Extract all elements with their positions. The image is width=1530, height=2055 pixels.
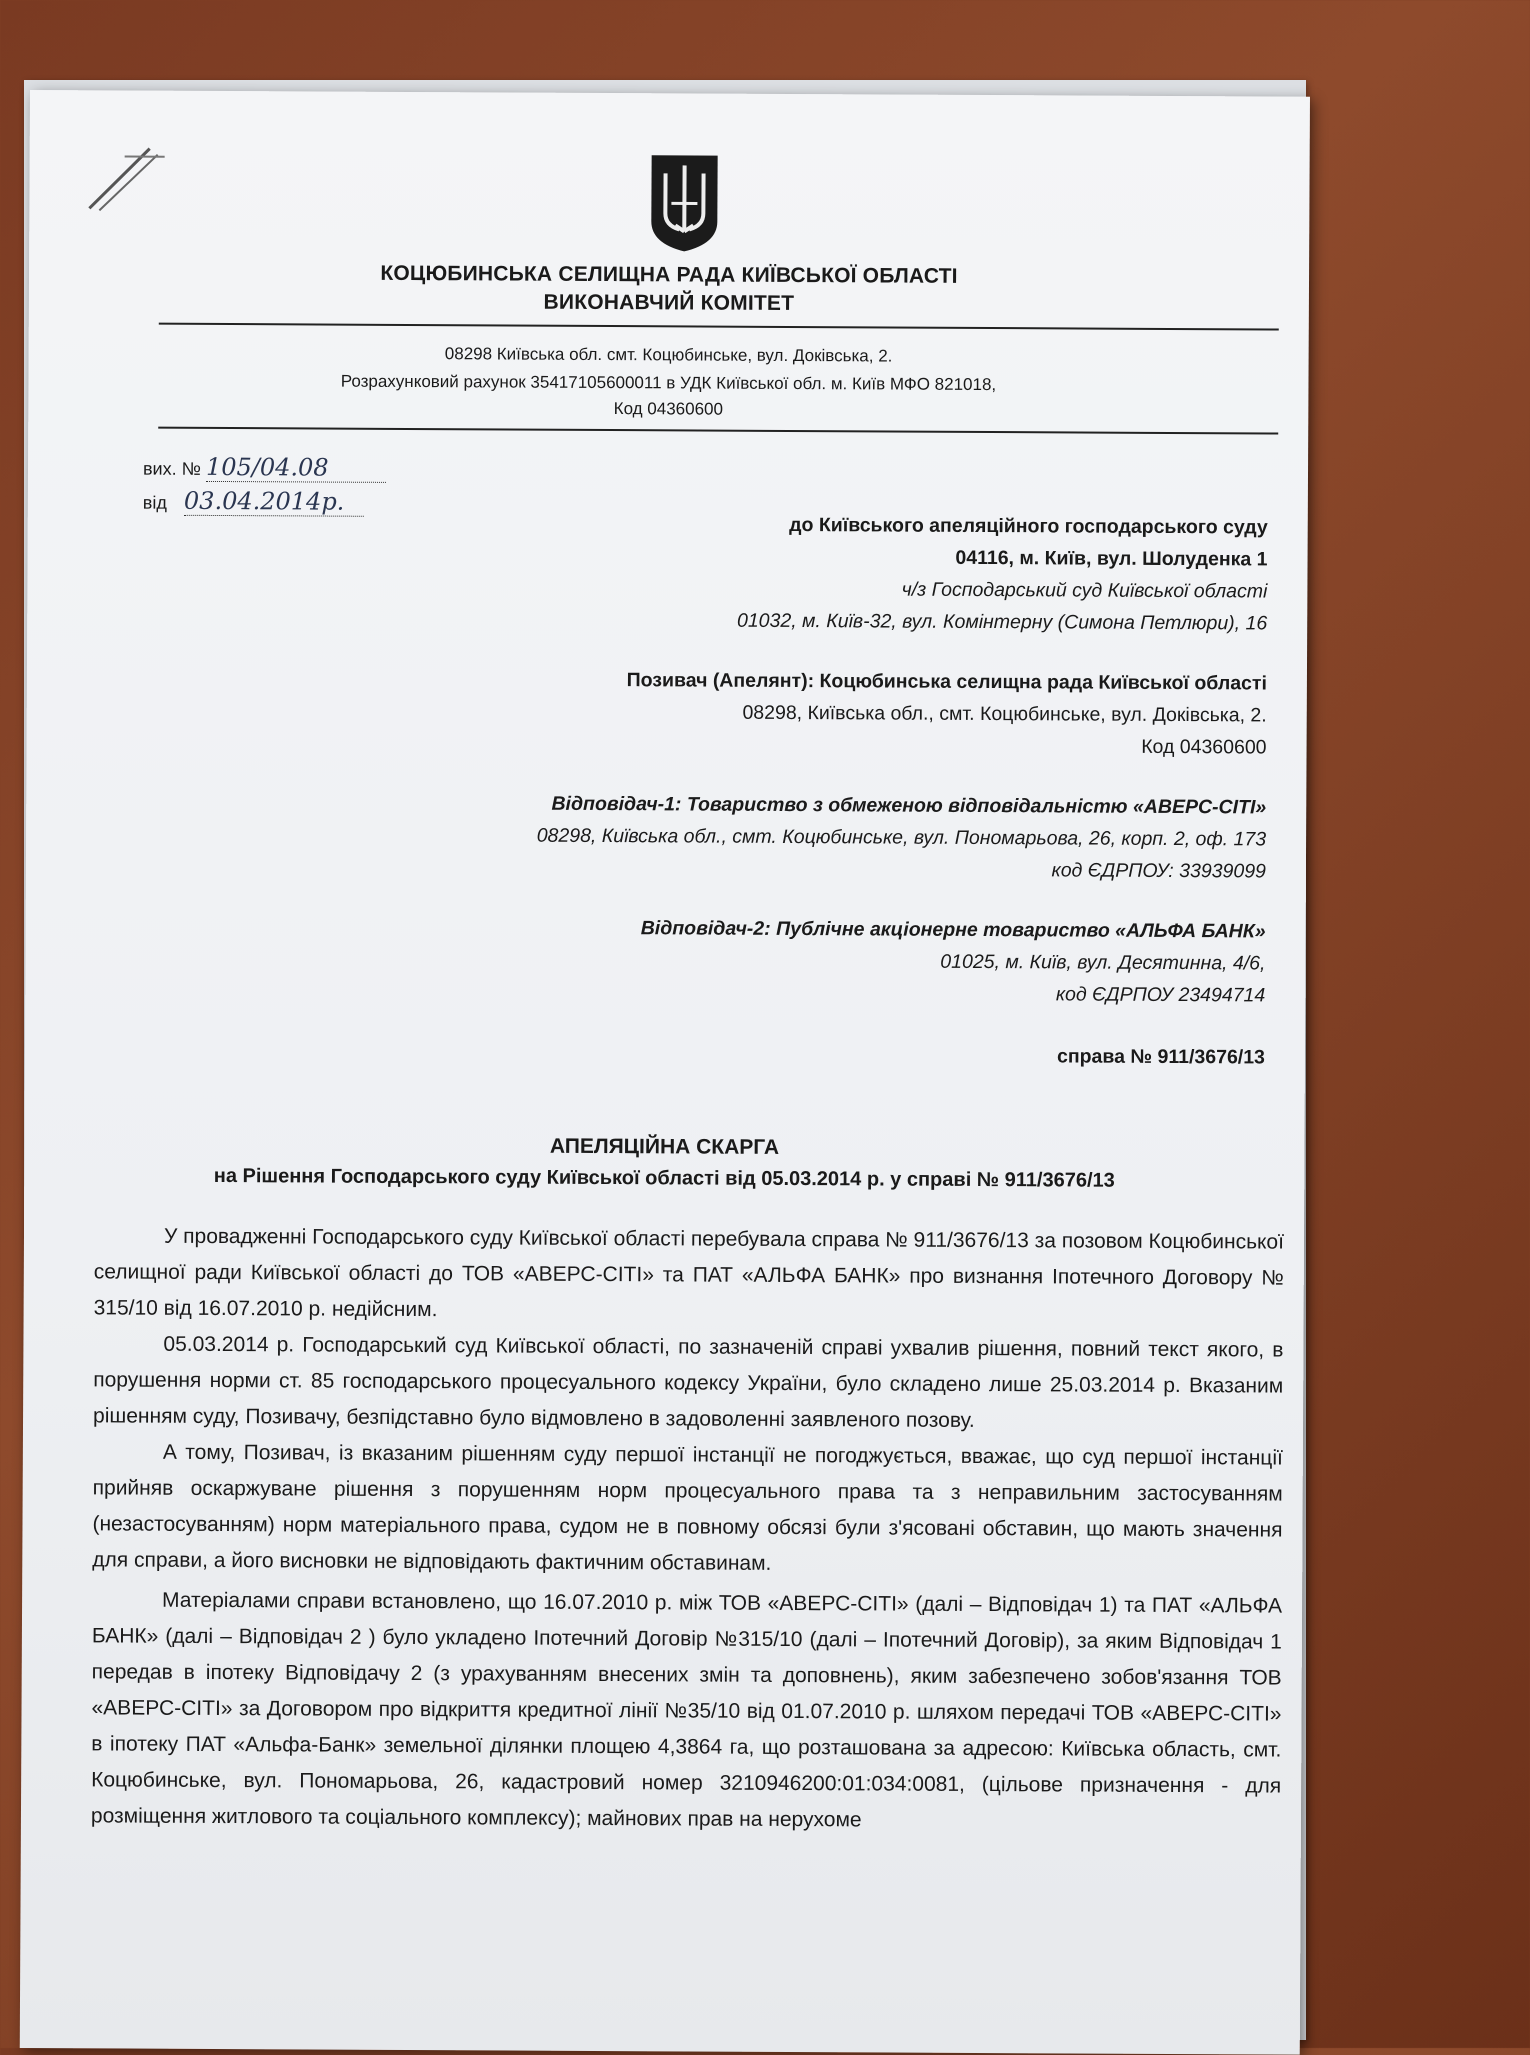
paragraph: У провадженні Господарського суду Київської області перебувала справа № 911/3676/13 за позовом Коцюбинської селищної ради Київської області до ТОВ «АВЕРС-СІТІ» та ПАТ «АЛЬФА БАНК» про визнання Іпотечного Договору № 315/10 від 16.07.2010 р. недійсним. (94, 1218, 1285, 1332)
paragraph: 05.03.2014 р. Господарський суд Київської області, по зазначеній справі ухвалив рішення, повний текст якого, в порушення норми ст. 85 господарського процесуального кодексу України, було складено лише 25.03.2014 р. Вказаним рішенням суду, Позивачу, безпідставно було відмовлено в задоволенні заявленого позову. (93, 1326, 1284, 1440)
document-page (20, 90, 1310, 2055)
respondent-1: Відповідач-1: Товариство з обмеженою відповідальністю «АВЕРС-СІТІ» (551, 793, 1266, 820)
respondent-2-code: код ЄДРПОУ 23494714 (1056, 983, 1266, 1007)
document-subtitle: на Рішення Господарського суду Київської області від 05.03.2014 р. у справі № 911/3676/13 (24, 1164, 1304, 1194)
org-name: КОЦЮБИНСЬКА СЕЛИЩНА РАДА КИЇВСЬКОЇ ОБЛАСТІ (29, 260, 1309, 291)
via-court-address: 01032, м. Київ-32, вул. Комінтерну (Симона Петлюри), 16 (737, 610, 1267, 636)
outgoing-number: вих. № 105/04.08 (143, 453, 386, 483)
respondent-2: Відповідач-2: Публічне акціонерне товариство «АЛЬФА БАНК» (641, 917, 1266, 943)
plaintiff: Позивач (Апелянт): Коцюбинська селищна рада Київської області (627, 669, 1267, 695)
handwritten-number: 105/04.08 (206, 453, 386, 483)
outgoing-date: від 03.04.2014р. (143, 487, 364, 517)
divider (158, 427, 1278, 435)
document-title: АПЕЛЯЦІЙНА СКАРГА (24, 1132, 1304, 1163)
via-court: ч/з Господарський суд Київської області (902, 579, 1268, 604)
case-number: справа № 911/3676/13 (1057, 1045, 1265, 1069)
body-text (91, 1218, 1284, 1840)
org-account: Розрахунковий рахунок 35417105600011 в УДК Київської обл. м. Київ МФО 821018, (28, 370, 1308, 397)
plaintiff-address: 08298, Київська обл., смт. Коцюбинське, вул. Доківська, 2. (742, 702, 1266, 728)
paragraph: Матеріалами справи встановлено, що 16.07.2010 р. між ТОВ «АВЕРС-СІТІ» (далі – Відповідач 1) та ПАТ «АЛЬФА БАНК» (далі – Відповідач 2 ) було укладено Іпотечний Договір №315/10 (далі – Іпотечний Договір), за яким Відповідач 1 передав в іпотеку Відповідачу 2 (з урахуванням внесених змін та доповнень), яким забезпечено зобов'язання ТОВ «АВЕРС-СІТІ» за Договором про відкриття кредитної лінії №35/10 від 01.07.2010 р. шляхом передачі ТОВ «АВЕРС-СІТІ» в іпотеку ПАТ «Альфа-Банк» земельної ділянки площею 4,3864 га, що розташована за адресою: Київська область, смт. Коцюбинське, вул. Пономарьова, 26, кадастровий номер 3210946200:01:034:0081, (цільове призначення - для розміщення житлового та соціального комплексу); майнових прав на нерухоме (91, 1582, 1282, 1840)
org-address: 08298 Київська обл. смт. Коцюбинське, вул. Доківська, 2. (29, 342, 1309, 369)
handwritten-date: 03.04.2014р. (184, 487, 364, 517)
court-address: 04116, м. Київ, вул. Шолуденка 1 (955, 547, 1267, 572)
org-subtitle: ВИКОНАВЧИЙ КОМІТЕТ (29, 288, 1309, 319)
coat-of-arms-emblem (647, 151, 722, 255)
respondent-1-address: 08298, Київська обл., смт. Коцюбинське, вул. Пономарьова, 26, корп. 2, оф. 173 (537, 825, 1266, 852)
court-name: до Київського апеляційного господарського суду (789, 514, 1268, 540)
plaintiff-code: Код 04360600 (1141, 736, 1266, 760)
respondent-1-code: код ЄДРПОУ: 33939099 (1051, 859, 1266, 883)
org-code: Код 04360600 (28, 396, 1308, 423)
respondent-2-address: 01025, м. Київ, вул. Десятинна, 4/6, (940, 951, 1265, 976)
pencil-mark (69, 138, 169, 219)
paragraph: А тому, Позивач, із вказаним рішенням суду першої інстанції не погоджується, вважає, що суд першої інстанції прийняв оскаржуване рішення з порушенням норм процесуального права та з неправильним застосуванням (незастосуванням) норм матеріального права, судом не в повному обсязі були з'ясовані обставин, що мають значення для справи, а його висновки не відповідають фактичним обставинам. (92, 1434, 1283, 1584)
divider (159, 323, 1279, 331)
